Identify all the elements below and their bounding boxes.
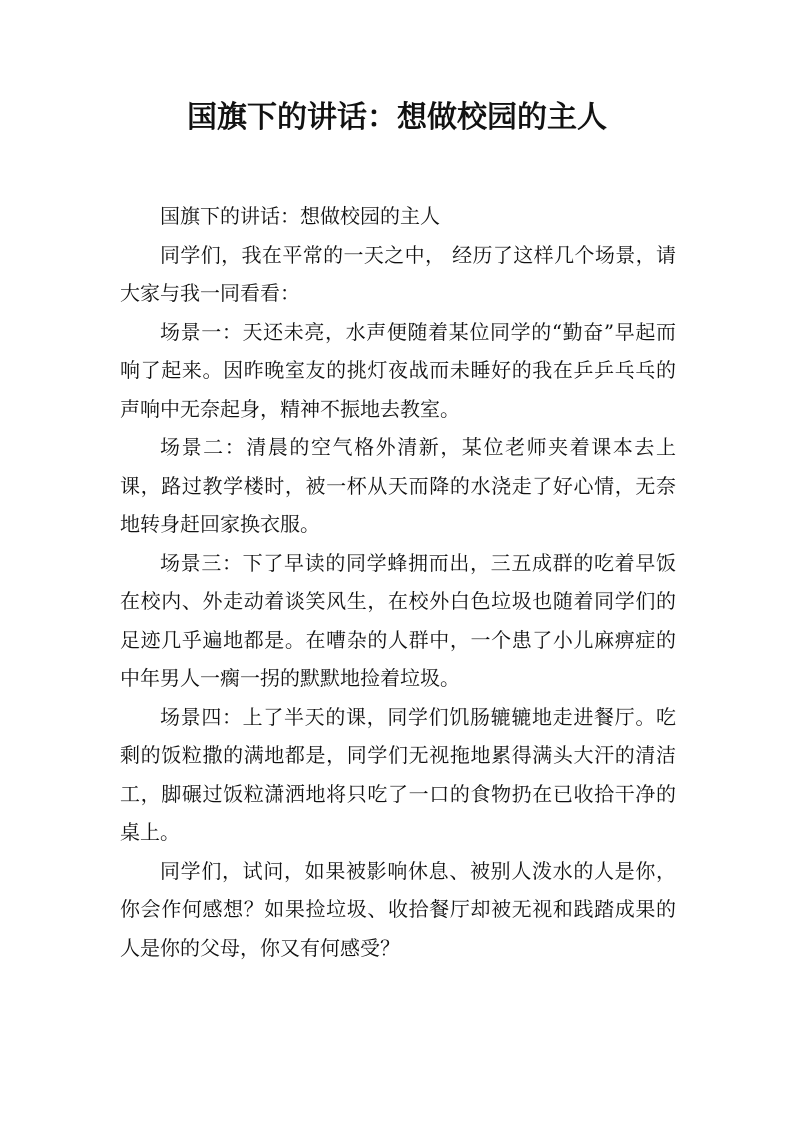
document-body <box>120 197 676 967</box>
paragraph-question: 同学们，试问，如果被影响休息、被别人泼水的人是你，你会作何感想？如果捡垃圾、收拾餐厅却被无视和践踏成果的人是你的父母，你又有何感受？ <box>120 858 676 960</box>
paragraph-scene-one: 场景一：天还未亮，水声便随着某位同学的“勤奋”早起而响了起来。因昨晚室友的挑灯夜战而未睡好的我在乒乒乓乓的声响中无奈起身，精神不振地去教室。 <box>120 319 676 421</box>
document-title: 国旗下的讲话：想做校园的主人 <box>187 100 607 135</box>
paragraph-heading-repeat: 国旗下的讲话：想做校园的主人 <box>160 204 440 228</box>
paragraph-intro: 同学们，我在平常的一天之中， 经历了这样几个场景，请大家与我一同看看： <box>120 242 676 305</box>
paragraph-scene-four: 场景四：上了半天的课，同学们饥肠辘辘地走进餐厅。吃剩的饭粒撒的满地都是，同学们无视拖地累得满头大汗的清洁工，脚碾过饭粒潇洒地将只吃了一口的食物扔在已收拾干净的桌上。 <box>120 704 676 844</box>
paragraph-scene-two: 场景二：清晨的空气格外清新，某位老师夹着课本去上课，路过教学楼时，被一杯从天而降的水浇走了好心情，无奈地转身赶回家换衣服。 <box>120 435 676 536</box>
paragraph-scene-three: 场景三：下了早读的同学蜂拥而出，三五成群的吃着早饭在校内、外走动着谈笑风生，在校外白色垃圾也随着同学们的足迹几乎遍地都是。在嘈杂的人群中，一个患了小儿麻痹症的中年男人一瘸一拐的默默地捡着垃圾。 <box>120 550 676 690</box>
